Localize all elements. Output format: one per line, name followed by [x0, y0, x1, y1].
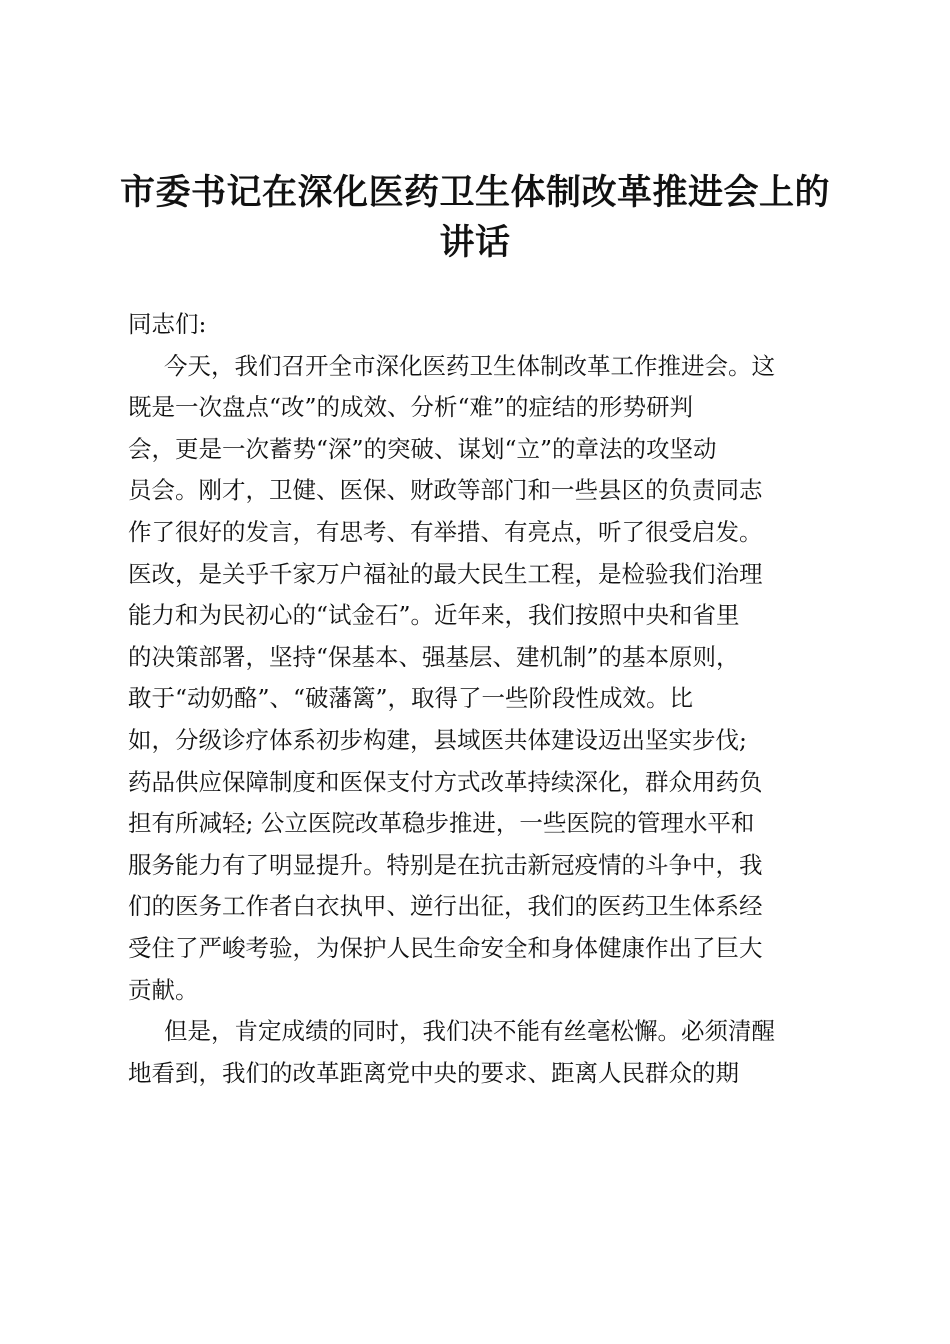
title-line-2: 讲话 — [439, 223, 511, 263]
paragraph-line: 作了很好的发言，有思考、有举措、有亮点，听了很受启发。 — [128, 517, 763, 546]
paragraph-line: 如，分级诊疗体系初步构建，县域医共体建设迈出坚实步伐; — [128, 725, 747, 754]
paragraph-line: 服务能力有了明显提升。特别是在抗击新冠疫情的斗争中，我 — [128, 850, 763, 879]
document-title — [100, 168, 850, 268]
paragraph-line: 的决策部署，坚持“保基本、强基层、建机制”的基本原则， — [128, 642, 740, 671]
paragraph-line: 受住了严峻考验，为保护人民生命安全和身体健康作出了巨大 — [128, 933, 763, 962]
paragraph-1 — [128, 346, 828, 1012]
paragraph-line: 药品供应保障制度和医保支付方式改革持续深化，群众用药负 — [128, 767, 763, 796]
paragraph-line: 敢于“动奶酪”、“破藩篱”，取得了一些阶段性成效。比 — [128, 684, 694, 713]
paragraph-line: 们的医务工作者白衣执甲、逆行出征，我们的医药卫生体系经 — [128, 892, 763, 921]
paragraph-line: 但是，肯定成绩的同时，我们决不能有丝毫松懈。必须清醒 — [164, 1017, 775, 1046]
salutation: 同志们: — [128, 310, 207, 338]
paragraph-line: 医改，是关乎千家万户福祉的最大民生工程，是检验我们治理 — [128, 559, 763, 588]
paragraph-line: 员会。刚才，卫健、医保、财政等部门和一些县区的负责同志 — [128, 476, 763, 505]
document-body — [128, 304, 828, 1094]
paragraph-line: 担有所减轻; 公立医院改革稳步推进，一些医院的管理水平和 — [128, 809, 755, 838]
paragraph-line: 今天，我们召开全市深化医药卫生体制改革工作推进会。这 — [164, 351, 775, 380]
paragraph-line: 地看到，我们的改革距离党中央的要求、距离人民群众的期 — [128, 1058, 739, 1087]
paragraph-line: 会，更是一次蓄势“深”的突破、谋划“立”的章法的攻坚动 — [128, 434, 717, 463]
paragraph-line: 既是一次盘点“改”的成效、分析“难”的症结的形势研判 — [128, 393, 694, 422]
title-line-1: 市委书记在深化医药卫生体制改革推进会上的 — [119, 173, 830, 213]
paragraph-line: 能力和为民初心的“试金石”。近年来，我们按照中央和省里 — [128, 601, 740, 630]
paragraph-line: 贡献。 — [128, 975, 199, 1004]
paragraph-2 — [128, 1011, 828, 1094]
